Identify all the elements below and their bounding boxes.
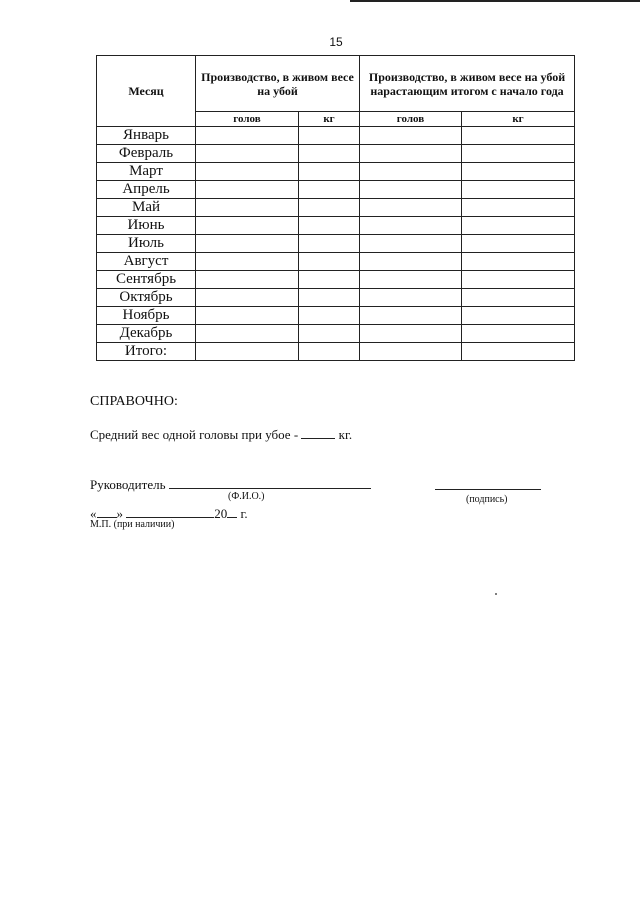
table-cell[interactable]	[462, 217, 575, 235]
month-label: Сентябрь	[97, 271, 196, 289]
table-cell[interactable]	[196, 289, 299, 307]
table-row	[97, 217, 575, 235]
month-label: Июль	[97, 235, 196, 253]
table-cell[interactable]	[196, 325, 299, 343]
table-cell[interactable]	[360, 271, 462, 289]
signature-blank[interactable]	[435, 477, 541, 490]
table-cell[interactable]	[360, 343, 462, 361]
average-weight-line	[90, 426, 352, 443]
table-cell[interactable]	[196, 145, 299, 163]
table-row	[97, 271, 575, 289]
table-cell[interactable]	[462, 343, 575, 361]
table-cell[interactable]	[299, 307, 360, 325]
scan-speck	[495, 593, 497, 595]
date-year-suffix: г.	[240, 506, 248, 521]
table-cell[interactable]	[196, 127, 299, 145]
table-cell[interactable]	[360, 307, 462, 325]
table-row	[97, 163, 575, 181]
table-cell[interactable]	[462, 325, 575, 343]
table-cell[interactable]	[360, 127, 462, 145]
table-cell[interactable]	[360, 199, 462, 217]
table-row	[97, 127, 575, 145]
date-quote-open: «	[90, 506, 97, 521]
page-number: 15	[329, 35, 343, 49]
table-cell[interactable]	[196, 199, 299, 217]
subheader-kg-1: кг	[299, 112, 360, 127]
date-year-blank[interactable]	[227, 505, 237, 518]
table-cell[interactable]	[360, 145, 462, 163]
table-cell[interactable]	[299, 163, 360, 181]
month-label: Октябрь	[97, 289, 196, 307]
table-cell[interactable]	[299, 253, 360, 271]
table-cell[interactable]	[360, 163, 462, 181]
total-row	[97, 343, 575, 361]
table-cell[interactable]	[196, 163, 299, 181]
table-row	[97, 235, 575, 253]
fio-caption: (Ф.И.О.)	[228, 491, 265, 502]
table-cell[interactable]	[462, 145, 575, 163]
month-label: Февраль	[97, 145, 196, 163]
table-row	[97, 307, 575, 325]
date-quote-close: »	[116, 506, 123, 521]
table-cell[interactable]	[360, 235, 462, 253]
subheader-kg-2: кг	[462, 112, 575, 127]
table-cell[interactable]	[462, 271, 575, 289]
table-row	[97, 199, 575, 217]
table-cell[interactable]	[196, 343, 299, 361]
month-label: Март	[97, 163, 196, 181]
table-cell[interactable]	[462, 235, 575, 253]
signature-caption: (подпись)	[466, 494, 508, 505]
month-column-header: Месяц	[97, 56, 196, 127]
subheader-heads-1: голов	[196, 112, 299, 127]
production-table	[96, 55, 575, 361]
head-name-blank[interactable]	[169, 476, 371, 489]
table-cell[interactable]	[299, 325, 360, 343]
subheader-heads-2: голов	[360, 112, 462, 127]
table-cell[interactable]	[462, 253, 575, 271]
date-month-blank[interactable]	[126, 505, 214, 518]
total-label: Итого:	[97, 343, 196, 361]
table-row	[97, 253, 575, 271]
month-label: Январь	[97, 127, 196, 145]
stamp-note: М.П. (при наличии)	[90, 519, 175, 530]
cumulative-header-line1: Производство, в живом весе на убой	[368, 69, 566, 84]
top-border-line	[350, 0, 640, 2]
table-row	[97, 145, 575, 163]
cumulative-production-header	[360, 56, 575, 112]
month-label: Июнь	[97, 217, 196, 235]
table-cell[interactable]	[299, 127, 360, 145]
table-cell[interactable]	[196, 235, 299, 253]
table-cell[interactable]	[196, 271, 299, 289]
production-header: Производство, в живом весе на убой	[196, 56, 360, 112]
month-label: Апрель	[97, 181, 196, 199]
table-cell[interactable]	[299, 199, 360, 217]
table-row	[97, 289, 575, 307]
average-weight-blank[interactable]	[301, 426, 335, 439]
cumulative-header-line2: нарастающим итогом с начало года	[370, 83, 564, 98]
table-cell[interactable]	[360, 289, 462, 307]
table-cell[interactable]	[462, 289, 575, 307]
table-cell[interactable]	[196, 181, 299, 199]
table-cell[interactable]	[196, 217, 299, 235]
average-weight-unit: кг.	[338, 427, 353, 442]
average-weight-label: Средний вес одной головы при убое -	[90, 427, 299, 442]
table-cell[interactable]	[462, 127, 575, 145]
table-cell[interactable]	[360, 181, 462, 199]
table-cell[interactable]	[360, 217, 462, 235]
table-cell[interactable]	[360, 325, 462, 343]
table-cell[interactable]	[299, 271, 360, 289]
table-cell[interactable]	[196, 307, 299, 325]
table-row	[97, 325, 575, 343]
date-day-blank[interactable]	[97, 505, 117, 518]
date-year-prefix: 20	[214, 506, 228, 521]
table-cell[interactable]	[299, 181, 360, 199]
table-cell[interactable]	[462, 307, 575, 325]
month-label: Декабрь	[97, 325, 196, 343]
table-cell[interactable]	[299, 217, 360, 235]
reference-title: СПРАВОЧНО:	[90, 394, 178, 409]
head-label: Руководитель	[90, 477, 166, 492]
table-row	[97, 181, 575, 199]
table-cell[interactable]	[462, 181, 575, 199]
table-cell[interactable]	[299, 343, 360, 361]
table-cell[interactable]	[299, 289, 360, 307]
month-label: Август	[97, 253, 196, 271]
table-cell[interactable]	[360, 253, 462, 271]
table-cell[interactable]	[299, 145, 360, 163]
table-cell[interactable]	[299, 235, 360, 253]
month-label: Ноябрь	[97, 307, 196, 325]
table-cell[interactable]	[462, 199, 575, 217]
table-cell[interactable]	[462, 163, 575, 181]
month-label: Май	[97, 199, 196, 217]
table-cell[interactable]	[196, 253, 299, 271]
